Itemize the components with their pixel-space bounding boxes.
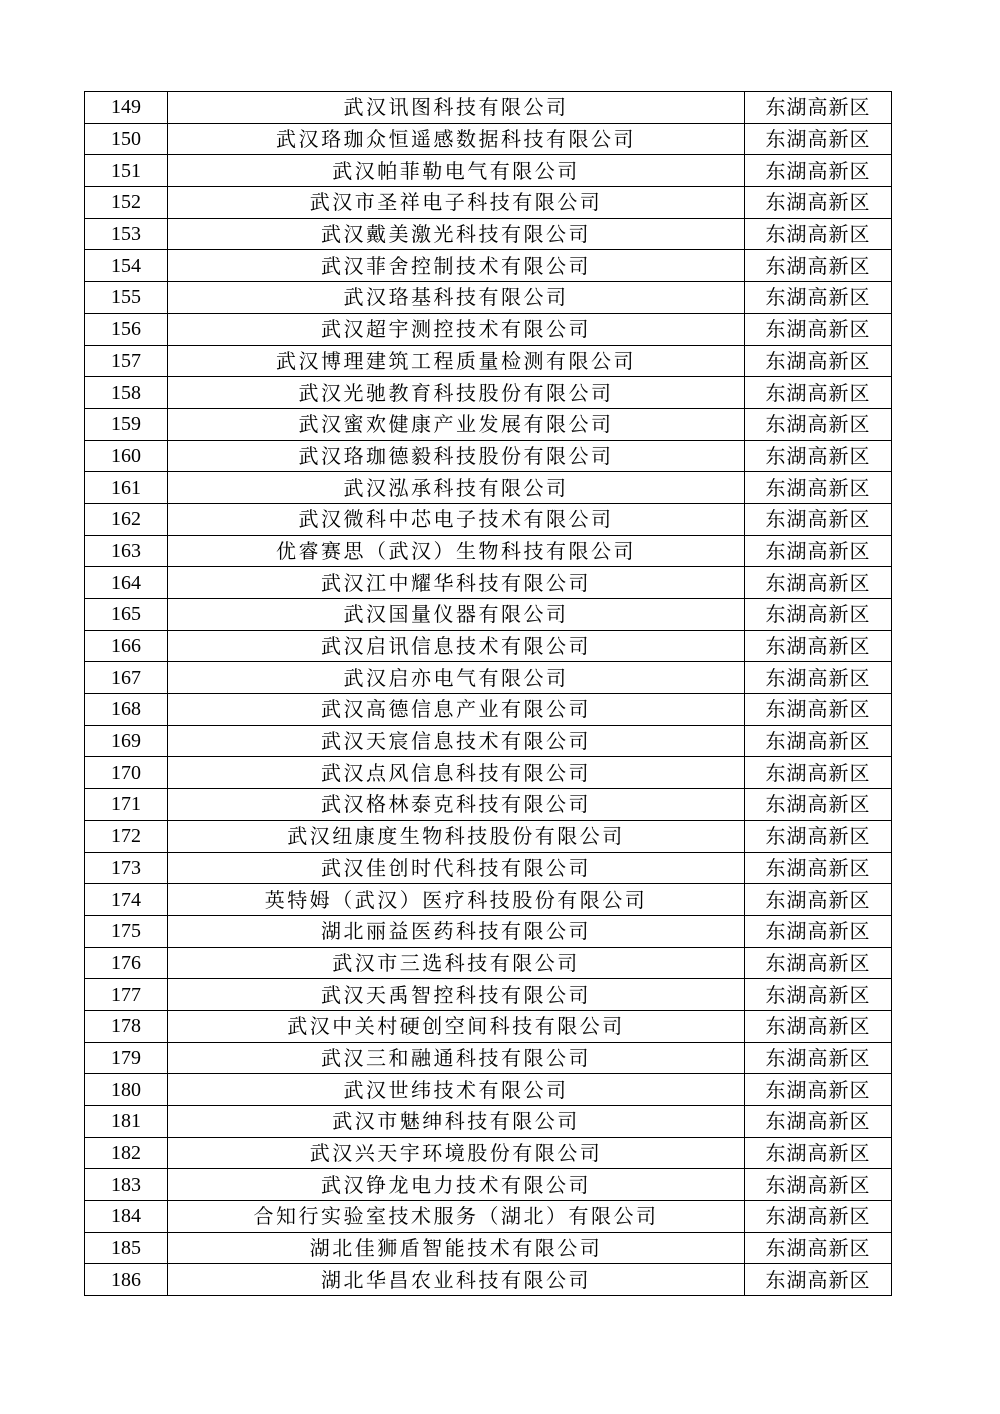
- table-row: [85, 535, 892, 567]
- company-name: 武汉市三选科技有限公司: [168, 947, 745, 979]
- table-row: [85, 662, 892, 694]
- table-row: [85, 820, 892, 852]
- company-name: 武汉超宇测控技术有限公司: [168, 313, 745, 345]
- row-number: 151: [85, 155, 168, 187]
- company-table-body: [85, 92, 892, 1296]
- district-name: 东湖高新区: [745, 250, 892, 282]
- table-row: [85, 503, 892, 535]
- table-row: [85, 1169, 892, 1201]
- district-name: 东湖高新区: [745, 1232, 892, 1264]
- district-name: 东湖高新区: [745, 1074, 892, 1106]
- row-number: 167: [85, 662, 168, 694]
- table-row: [85, 92, 892, 124]
- company-name: 武汉点风信息科技有限公司: [168, 757, 745, 789]
- row-number: 149: [85, 92, 168, 124]
- company-table: [84, 91, 892, 1296]
- row-number: 164: [85, 567, 168, 599]
- district-name: 东湖高新区: [745, 1137, 892, 1169]
- row-number: 162: [85, 503, 168, 535]
- row-number: 150: [85, 123, 168, 155]
- district-name: 东湖高新区: [745, 377, 892, 409]
- row-number: 171: [85, 789, 168, 821]
- district-name: 东湖高新区: [745, 472, 892, 504]
- district-name: 东湖高新区: [745, 1042, 892, 1074]
- district-name: 东湖高新区: [745, 218, 892, 250]
- district-name: 东湖高新区: [745, 1169, 892, 1201]
- district-name: 东湖高新区: [745, 789, 892, 821]
- table-row: [85, 757, 892, 789]
- row-number: 170: [85, 757, 168, 789]
- district-name: 东湖高新区: [745, 345, 892, 377]
- table-row: [85, 1264, 892, 1296]
- district-name: 东湖高新区: [745, 92, 892, 124]
- row-number: 165: [85, 599, 168, 631]
- district-name: 东湖高新区: [745, 852, 892, 884]
- row-number: 178: [85, 1010, 168, 1042]
- row-number: 152: [85, 187, 168, 219]
- company-name: 武汉中关村硬创空间科技有限公司: [168, 1010, 745, 1042]
- table-row: [85, 852, 892, 884]
- company-name: 武汉启亦电气有限公司: [168, 662, 745, 694]
- company-name: 武汉高德信息产业有限公司: [168, 694, 745, 726]
- district-name: 东湖高新区: [745, 282, 892, 314]
- table-row: [85, 1201, 892, 1233]
- table-row: [85, 187, 892, 219]
- company-name: 英特姆（武汉）医疗科技股份有限公司: [168, 884, 745, 916]
- district-name: 东湖高新区: [745, 440, 892, 472]
- row-number: 157: [85, 345, 168, 377]
- company-name: 武汉国量仪器有限公司: [168, 599, 745, 631]
- district-name: 东湖高新区: [745, 915, 892, 947]
- table-row: [85, 694, 892, 726]
- row-number: 163: [85, 535, 168, 567]
- district-name: 东湖高新区: [745, 662, 892, 694]
- company-name: 武汉泓承科技有限公司: [168, 472, 745, 504]
- company-name: 武汉戴美激光科技有限公司: [168, 218, 745, 250]
- table-row: [85, 377, 892, 409]
- row-number: 181: [85, 1106, 168, 1138]
- row-number: 180: [85, 1074, 168, 1106]
- company-name: 湖北华昌农业科技有限公司: [168, 1264, 745, 1296]
- company-name: 武汉格林泰克科技有限公司: [168, 789, 745, 821]
- company-name: 武汉珞基科技有限公司: [168, 282, 745, 314]
- company-name: 合知行实验室技术服务（湖北）有限公司: [168, 1201, 745, 1233]
- row-number: 186: [85, 1264, 168, 1296]
- district-name: 东湖高新区: [745, 535, 892, 567]
- row-number: 153: [85, 218, 168, 250]
- company-name: 武汉天禹智控科技有限公司: [168, 979, 745, 1011]
- district-name: 东湖高新区: [745, 884, 892, 916]
- district-name: 东湖高新区: [745, 599, 892, 631]
- row-number: 166: [85, 630, 168, 662]
- table-row: [85, 915, 892, 947]
- district-name: 东湖高新区: [745, 123, 892, 155]
- table-row: [85, 123, 892, 155]
- company-name: 武汉微科中芯电子技术有限公司: [168, 503, 745, 535]
- company-name: 武汉讯图科技有限公司: [168, 92, 745, 124]
- table-row: [85, 599, 892, 631]
- row-number: 179: [85, 1042, 168, 1074]
- table-row: [85, 884, 892, 916]
- row-number: 161: [85, 472, 168, 504]
- company-name: 武汉兴天宇环境股份有限公司: [168, 1137, 745, 1169]
- table-row: [85, 1010, 892, 1042]
- row-number: 168: [85, 694, 168, 726]
- district-name: 东湖高新区: [745, 408, 892, 440]
- row-number: 185: [85, 1232, 168, 1264]
- table-row: [85, 567, 892, 599]
- table-row: [85, 1074, 892, 1106]
- district-name: 东湖高新区: [745, 1264, 892, 1296]
- row-number: 169: [85, 725, 168, 757]
- district-name: 东湖高新区: [745, 187, 892, 219]
- table-row: [85, 440, 892, 472]
- table-row: [85, 1042, 892, 1074]
- district-name: 东湖高新区: [745, 503, 892, 535]
- row-number: 176: [85, 947, 168, 979]
- table-row: [85, 472, 892, 504]
- company-name: 武汉铮龙电力技术有限公司: [168, 1169, 745, 1201]
- company-name: 武汉珞珈德毅科技股份有限公司: [168, 440, 745, 472]
- row-number: 177: [85, 979, 168, 1011]
- company-name: 优睿赛思（武汉）生物科技有限公司: [168, 535, 745, 567]
- company-name: 武汉光驰教育科技股份有限公司: [168, 377, 745, 409]
- company-name: 武汉博理建筑工程质量检测有限公司: [168, 345, 745, 377]
- district-name: 东湖高新区: [745, 567, 892, 599]
- row-number: 154: [85, 250, 168, 282]
- row-number: 159: [85, 408, 168, 440]
- district-name: 东湖高新区: [745, 757, 892, 789]
- row-number: 184: [85, 1201, 168, 1233]
- company-name: 湖北佳狮盾智能技术有限公司: [168, 1232, 745, 1264]
- table-row: [85, 979, 892, 1011]
- table-row: [85, 1137, 892, 1169]
- company-name: 武汉天宸信息技术有限公司: [168, 725, 745, 757]
- row-number: 175: [85, 915, 168, 947]
- row-number: 156: [85, 313, 168, 345]
- row-number: 182: [85, 1137, 168, 1169]
- row-number: 173: [85, 852, 168, 884]
- company-name: 武汉市魅绅科技有限公司: [168, 1106, 745, 1138]
- district-name: 东湖高新区: [745, 947, 892, 979]
- table-row: [85, 313, 892, 345]
- table-row: [85, 725, 892, 757]
- company-name: 湖北丽益医药科技有限公司: [168, 915, 745, 947]
- company-name: 武汉三和融通科技有限公司: [168, 1042, 745, 1074]
- row-number: 172: [85, 820, 168, 852]
- district-name: 东湖高新区: [745, 155, 892, 187]
- table-row: [85, 947, 892, 979]
- table-row: [85, 282, 892, 314]
- district-name: 东湖高新区: [745, 820, 892, 852]
- company-name: 武汉珞珈众恒遥感数据科技有限公司: [168, 123, 745, 155]
- company-name: 武汉江中耀华科技有限公司: [168, 567, 745, 599]
- district-name: 东湖高新区: [745, 1010, 892, 1042]
- table-row: [85, 250, 892, 282]
- table-row: [85, 408, 892, 440]
- table-row: [85, 1232, 892, 1264]
- row-number: 160: [85, 440, 168, 472]
- row-number: 158: [85, 377, 168, 409]
- district-name: 东湖高新区: [745, 694, 892, 726]
- table-row: [85, 218, 892, 250]
- row-number: 174: [85, 884, 168, 916]
- table-row: [85, 155, 892, 187]
- company-name: 武汉纽康度生物科技股份有限公司: [168, 820, 745, 852]
- district-name: 东湖高新区: [745, 1106, 892, 1138]
- district-name: 东湖高新区: [745, 313, 892, 345]
- table-row: [85, 345, 892, 377]
- district-name: 东湖高新区: [745, 630, 892, 662]
- table-row: [85, 630, 892, 662]
- table-row: [85, 1106, 892, 1138]
- district-name: 东湖高新区: [745, 979, 892, 1011]
- company-name: 武汉启讯信息技术有限公司: [168, 630, 745, 662]
- table-row: [85, 789, 892, 821]
- district-name: 东湖高新区: [745, 1201, 892, 1233]
- company-name: 武汉帕菲勒电气有限公司: [168, 155, 745, 187]
- company-name: 武汉菲舍控制技术有限公司: [168, 250, 745, 282]
- district-name: 东湖高新区: [745, 725, 892, 757]
- company-name: 武汉市圣祥电子科技有限公司: [168, 187, 745, 219]
- row-number: 183: [85, 1169, 168, 1201]
- row-number: 155: [85, 282, 168, 314]
- company-name: 武汉佳创时代科技有限公司: [168, 852, 745, 884]
- company-name: 武汉世纬技术有限公司: [168, 1074, 745, 1106]
- company-name: 武汉蜜欢健康产业发展有限公司: [168, 408, 745, 440]
